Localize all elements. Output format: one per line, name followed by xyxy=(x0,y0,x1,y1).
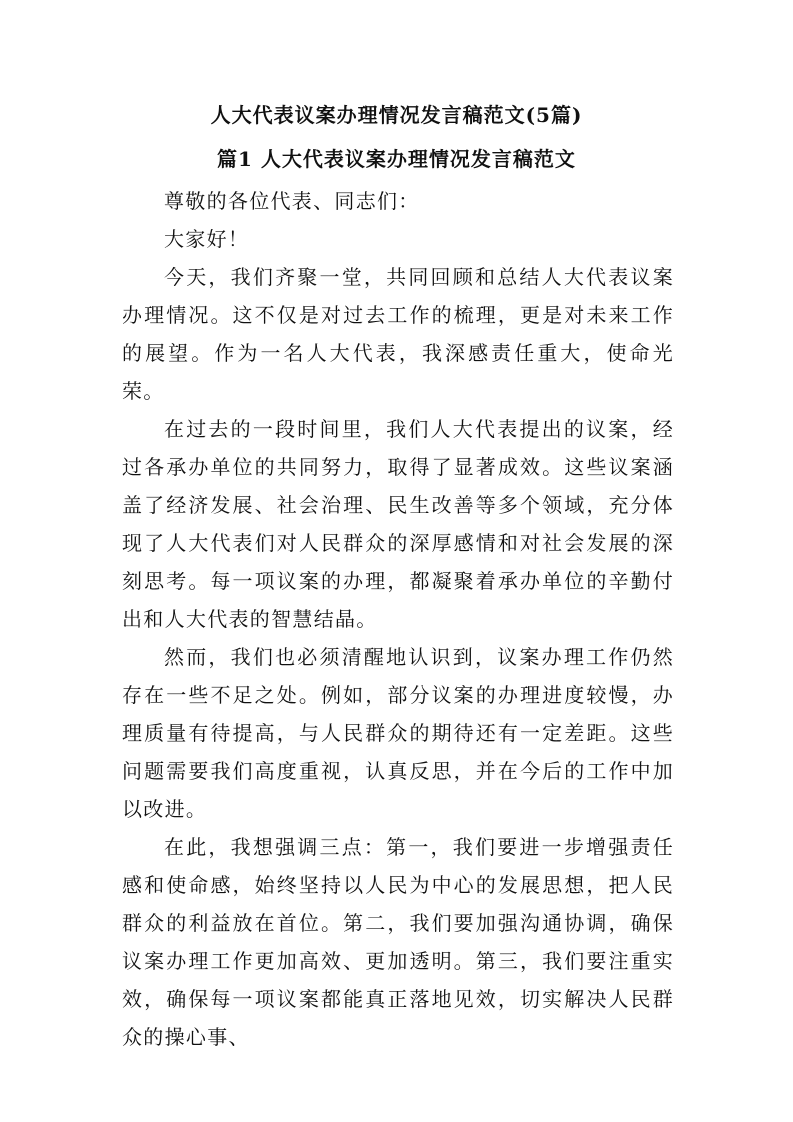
greeting: 大家好！ xyxy=(164,227,250,251)
salutation: 尊敬的各位代表、同志们： xyxy=(164,189,420,213)
document-title: 人大代表议案办理情况发言稿范文(5篇) xyxy=(210,103,583,127)
body-paragraph: 在过去的一段时间里，我们人大代表提出的议案，经过各承办单位的共同努力，取得了显著成效。这些议案涵盖了经济发展、社会治理、民生改善等多个领域，充分体现了人大代表们对人民群众的深厚感情和对社会发展的深刻思考。每一项议案的办理，都凝聚着承办单位的辛勤付出和人大代表的智慧结晶。 xyxy=(122,417,674,631)
section-heading: 篇1 人大代表议案办理情况发言稿范文 xyxy=(217,147,576,171)
body-paragraph: 然而，我们也必须清醒地认识到，议案办理工作仍然存在一些不足之处。例如，部分议案的办理进度较慢，办理质量有待提高，与人民群众的期待还有一定差距。这些问题需要我们高度重视，认真反思，并在今后的工作中加以改进。 xyxy=(122,645,674,821)
body-paragraph: 在此，我想强调三点：第一，我们要进一步增强责任感和使命感，始终坚持以人民为中心的发展思想，把人民群众的利益放在首位。第二，我们要加强沟通协调，确保议案办理工作更加高效、更加透明。第三，我们要注重实效，确保每一项议案都能真正落地见效，切实解决人民群众的操心事、 xyxy=(122,835,674,1049)
document-body xyxy=(122,182,674,1056)
body-paragraph: 今天，我们齐聚一堂，共同回顾和总结人大代表议案办理情况。这不仅是对过去工作的梳理，更是对未来工作的展望。作为一名人大代表，我深感责任重大，使命光荣。 xyxy=(122,265,674,403)
